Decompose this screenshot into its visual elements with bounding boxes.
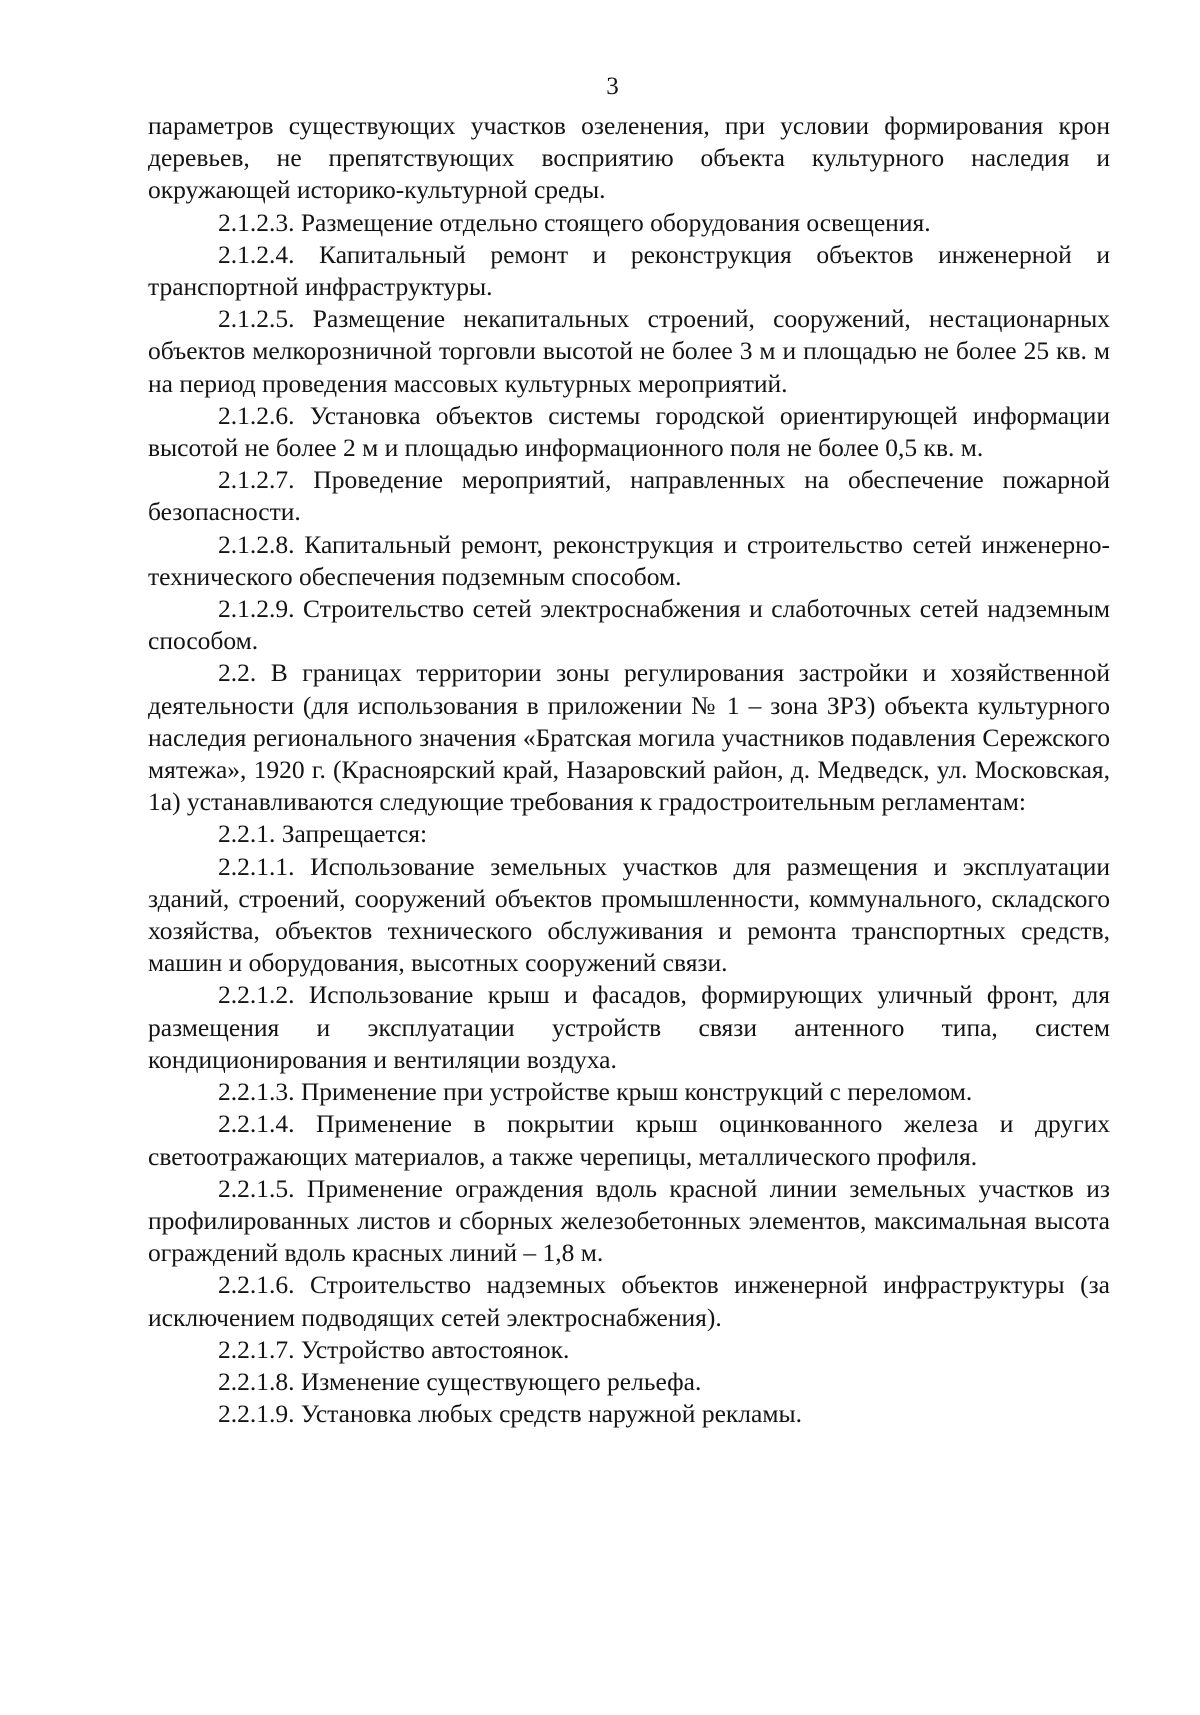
paragraph-2-2-1-1: 2.2.1.1. Использование земельных участков для размещения и эксплуатации зданий, строений, сооружений объектов промышленности, коммунального, складского хозяйства, объектов технического обслуживания и ремонта транспортных средств, машин и оборудования, высотных сооружений связи. (148, 851, 1110, 978)
paragraph-2-2-1-8: 2.2.1.8. Изменение существующего рельефа. (218, 1366, 702, 1396)
paragraph-2-2-1-6: 2.2.1.6. Строительство надземных объектов инженерной инфраструктуры (за исключением подводящих сетей электроснабжения). (148, 1270, 1110, 1332)
paragraph-2-2-1-3: 2.2.1.3. Применение при устройстве крыш конструкций с переломом. (218, 1077, 973, 1107)
paragraph-2-2-1-2: 2.2.1.2. Использование крыш и фасадов, формирующих уличный фронт, для размещения и эксплуатации устройств связи антенного типа, систем кондиционирования и вентиляции воздуха. (148, 980, 1110, 1074)
paragraph-2-1-2-3: 2.1.2.3. Размещение отдельно стоящего оборудования освещения. (218, 207, 931, 237)
paragraph-2-1-2-5: 2.1.2.5. Размещение некапитальных строений, сооружений, нестационарных объектов мелкорозничной торговли высотой не более 3 м и площадью не более 25 кв. м на период проведения массовых культурных мероприятий. (148, 304, 1110, 398)
paragraph-2-2-1-9: 2.2.1.9. Установка любых средств наружной рекламы. (218, 1399, 802, 1429)
paragraph-2-2-1-7: 2.2.1.7. Устройство автостоянок. (218, 1334, 570, 1364)
paragraph-2-2: 2.2. В границах территории зоны регулирования застройки и хозяйственной деятельности (для использования в приложении № 1 – зона ЗРЗ) объекта культурного наследия регионального значения «Братская могила участников подавления Сережского мятежа», 1920 г. (Красноярский край, Назаровский район, д. Медведск, ул. Московская, 1а) устанавливаются следующие требования к градостроительным регламентам: (148, 658, 1110, 817)
paragraph-continuation: параметров существующих участков озеленения, при условии формирования крон деревьев, не препятствующих восприятию объекта культурного наследия и окружающей историко-культурной среды. (148, 111, 1110, 205)
paragraph-2-2-1-5: 2.2.1.5. Применение ограждения вдоль красной линии земельных участков из профилированных листов и сборных железобетонных элементов, максимальная высота ограждений вдоль красных линий – 1,8 м. (148, 1173, 1110, 1268)
page-number: 3 (606, 73, 619, 100)
paragraph-2-2-1-4: 2.2.1.4. Применение в покрытии крыш оцинкованного железа и других светоотражающих материалов, а также черепицы, металлического профиля. (148, 1109, 1110, 1171)
document-body (148, 110, 1110, 1430)
paragraph-2-1-2-6: 2.1.2.6. Установка объектов системы городской ориентирующей информации высотой не более 2 м и площадью информационного поля не более 0,5 кв. м. (148, 400, 1110, 463)
paragraph-2-2-1: 2.2.1. Запрещается: (218, 819, 428, 849)
paragraph-2-1-2-9: 2.1.2.9. Строительство сетей электроснабжения и слаботочных сетей надземным способом. (148, 594, 1110, 656)
paragraph-2-1-2-7: 2.1.2.7. Проведение мероприятий, направленных на обеспечение пожарной безопасности. (148, 465, 1110, 527)
paragraph-2-1-2-8: 2.1.2.8. Капитальный ремонт, реконструкция и строительство сетей инженерно-технического обеспечения подземным способом. (148, 529, 1110, 591)
paragraph-2-1-2-4: 2.1.2.4. Капитальный ремонт и реконструкция объектов инженерной и транспортной инфраструктуры. (148, 239, 1110, 302)
